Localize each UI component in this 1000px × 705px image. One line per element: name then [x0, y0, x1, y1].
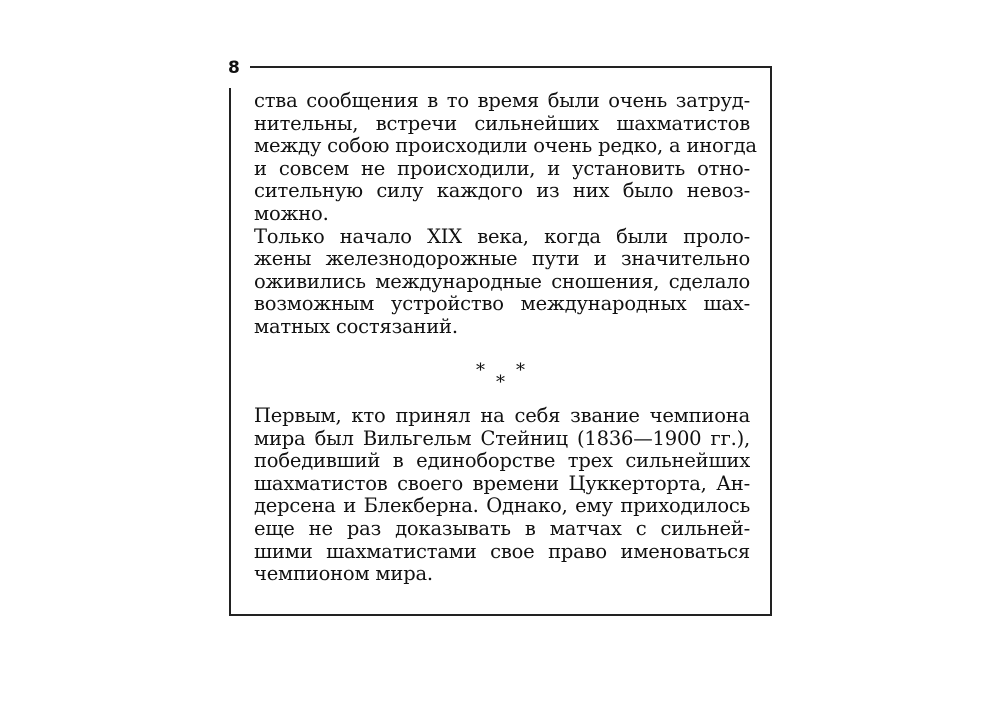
- asterisk: *: [476, 360, 485, 381]
- text-line: Только начало XIX века, когда были проло-: [254, 224, 750, 248]
- asterisk: *: [516, 360, 525, 381]
- text-line: еще не раз доказывать в матчах с сильней-: [254, 516, 750, 540]
- text-line: между собою происходили очень редко, а иногда: [254, 134, 757, 158]
- text-line: ства сообщения в то время были очень затруд-: [254, 89, 750, 112]
- frame-left-rule: [229, 88, 231, 616]
- frame-right-rule: [770, 66, 772, 616]
- text-line: возможным устройство международных шах-: [254, 292, 750, 316]
- text-line: матных состязаний.: [254, 314, 458, 338]
- text-line: мира был Вильгельм Стейниц (1836—1900 гг.),: [254, 426, 750, 450]
- text-block-top: [254, 89, 757, 339]
- frame-top-rule: [250, 66, 772, 68]
- text-line: можно.: [254, 201, 329, 225]
- frame-bottom-rule: [229, 614, 772, 616]
- text-line: жены железнодорожные пути и значительно: [254, 247, 750, 271]
- text-line: сительную силу каждого из них было невоз-: [254, 179, 750, 203]
- text-line: победивший в единоборстве трех сильнейших: [254, 449, 750, 473]
- asterisk: *: [496, 372, 505, 393]
- text-line: и совсем не происходили, и установить отно-: [254, 156, 750, 180]
- text-line: шахматистов своего времени Цуккерторта, Ан-: [254, 471, 750, 495]
- text-block-bottom: [254, 405, 750, 586]
- text-line: оживились международные сношения, сделало: [254, 269, 750, 293]
- text-line: чемпионом мира.: [254, 562, 433, 586]
- text-line: шими шахматистами свое право именоваться: [254, 539, 750, 563]
- text-line: нительны, встречи сильнейших шахматистов: [254, 111, 750, 135]
- page-number: 8: [228, 58, 240, 78]
- text-line: дерсена и Блекберна. Однако, ему приходилось: [254, 494, 750, 518]
- text-line: Первым, кто принял на себя звание чемпиона: [254, 404, 750, 427]
